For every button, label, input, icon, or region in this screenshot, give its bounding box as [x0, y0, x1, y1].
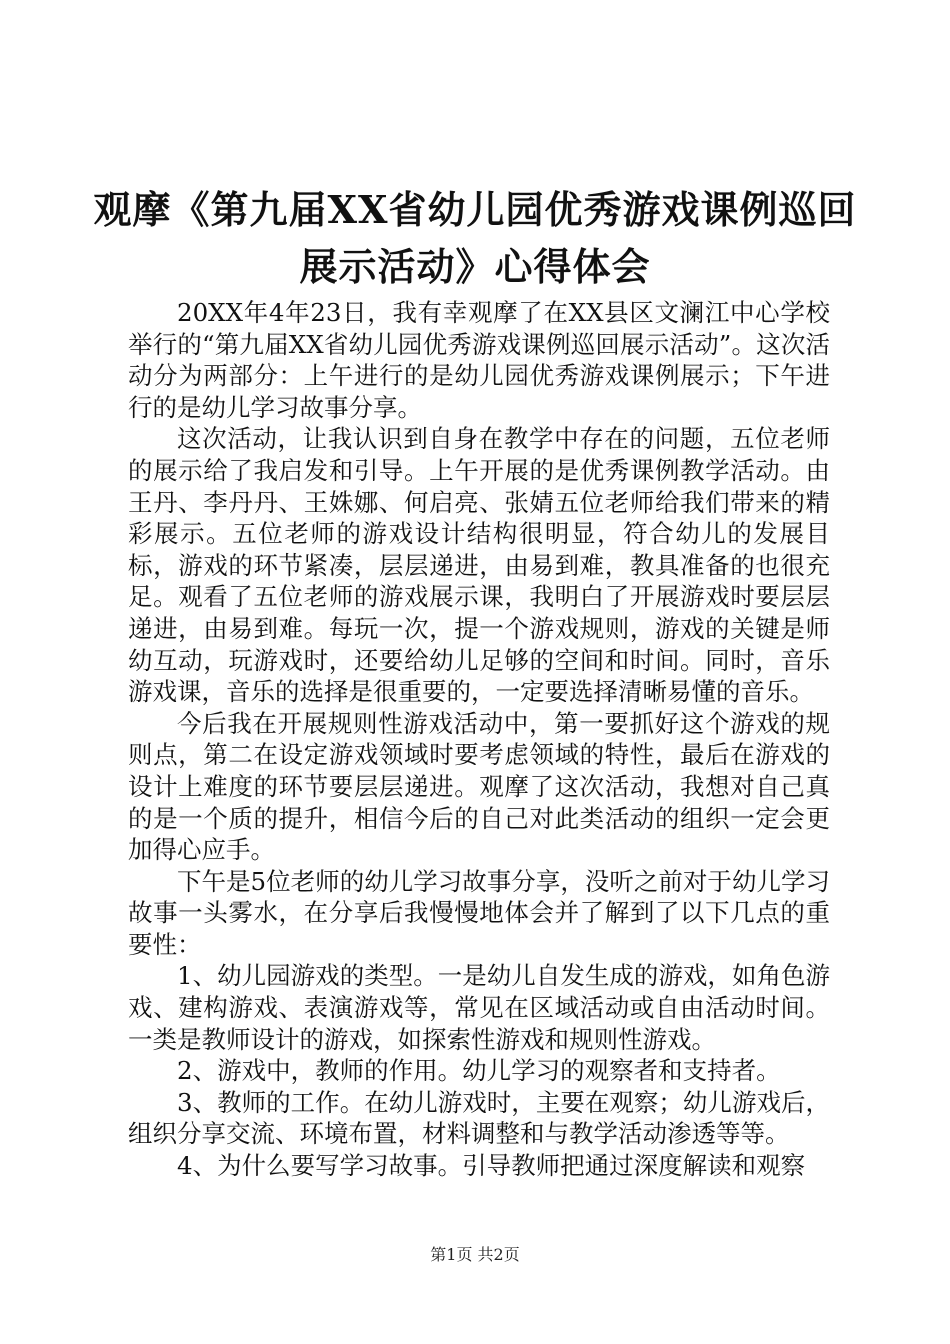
list-item-paragraph: 2、游戏中，教师的作用。幼儿学习的观察者和支持者。 [177, 1056, 781, 1086]
paragraph: 下午是5位老师的幼儿学习故事分享，没听之前对于幼儿学习故事一头雾水，在分享后我慢慢地体会并了解到了以下几点的重要性： [128, 866, 830, 959]
page-footer: 第1页 共2页 [430, 1245, 520, 1264]
list-item-paragraph: 1、幼儿园游戏的类型。一是幼儿自发生成的游戏，如角色游戏、建构游戏、表演游戏等，常见在区域活动或自由活动时间。一类是教师设计的游戏，如探索性游戏和规则性游戏。 [128, 961, 830, 1054]
document-title-line-1: 观摩《第九届XX省幼儿园优秀游戏课例巡回 [93, 187, 857, 232]
paragraph: 今后我在开展规则性游戏活动中，第一要抓好这个游戏的规则点，第二在设定游戏领域时要考虑领域的特性，最后在游戏的设计上难度的环节要层层递进。观摩了这次活动，我想对自己真的是一个质的提升，相信今后的自己对此类活动的组织一定会更加得心应手。 [128, 708, 830, 865]
list-item-paragraph: 3、教师的工作。在幼儿游戏时，主要在观察；幼儿游戏后，组织分享交流、环境布置，材料调整和与教学活动渗透等等。 [128, 1087, 830, 1149]
paragraph: 这次活动，让我认识到自身在教学中存在的问题，五位老师的展示给了我启发和引导。上午开展的是优秀课例教学活动。由王丹、李丹丹、王姝娜、何启亮、张婧五位老师给我们带来的精彩展示。五位老师的游戏设计结构很明显，符合幼儿的发展目标，游戏的环节紧凑，层层递进，由易到难，教具准备的也很充足。观看了五位老师的游戏展示课，我明白了开展游戏时要层层递进，由易到难。每玩一次，提一个游戏规则，游戏的关键是师幼互动，玩游戏时，还要给幼儿足够的空间和时间。同时，音乐游戏课，音乐的选择是很重要的，一定要选择清晰易懂的音乐。 [128, 424, 830, 707]
paragraph: 20XX年4年23日，我有幸观摩了在XX县区文澜江中心学校举行的“第九届XX省幼儿园优秀游戏课例巡回展示活动”。这次活动分为两部分：上午进行的是幼儿园优秀游戏课例展示；下午进行的是幼儿学习故事分享。 [128, 298, 830, 422]
document-body [128, 297, 830, 1182]
list-item-paragraph: 4、为什么要写学习故事。引导教师把通过深度解读和观察 [177, 1151, 806, 1181]
document-title-line-2: 展示活动》心得体会 [299, 244, 651, 289]
